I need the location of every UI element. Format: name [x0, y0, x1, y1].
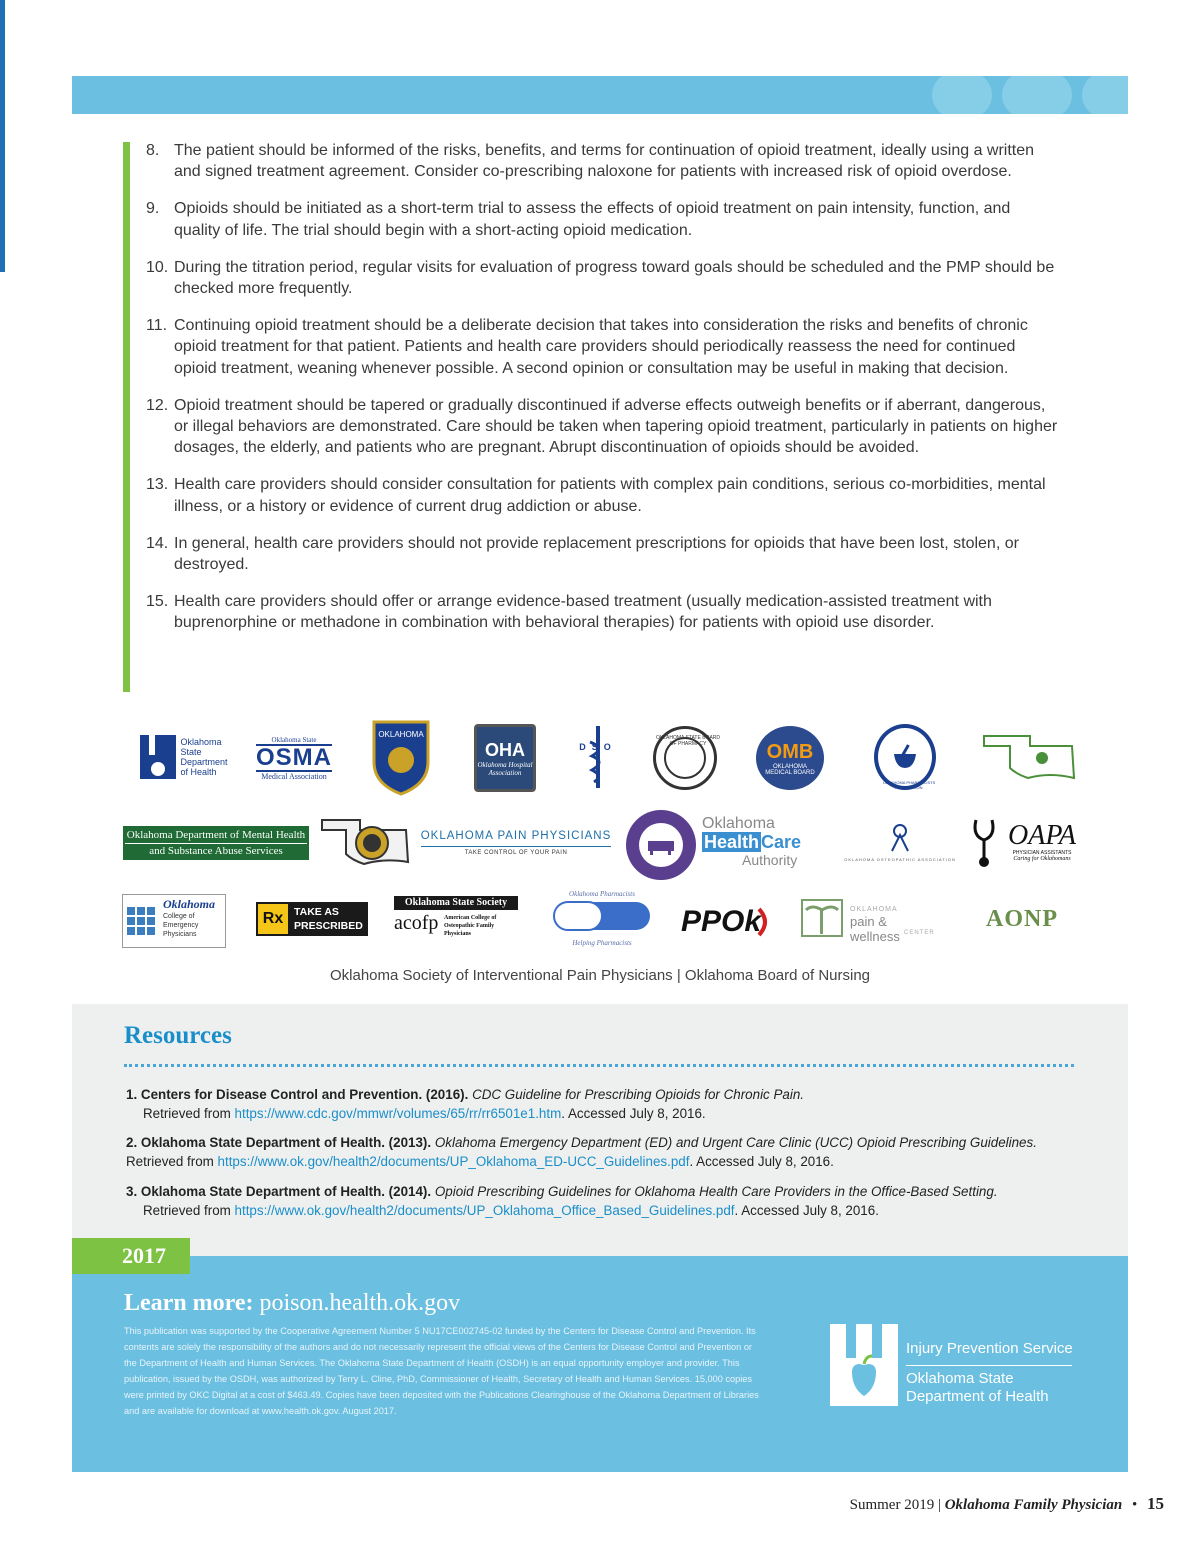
magazine-title: Oklahoma Family Physician — [944, 1497, 1123, 1513]
organizations-caption: Oklahoma Society of Interventional Pain Physicians | Oklahoma Board of Nursing — [330, 967, 870, 984]
osdh-logo — [137, 732, 229, 782]
recommendation-number: 14. — [146, 534, 169, 552]
oklahoma-pain-physicians-logo — [420, 826, 612, 860]
banner-decoration — [1082, 76, 1128, 114]
recommendation-text: Opioid treatment should be tapered or gradually discontinued if adverse effects outweigh benefits or if aberrant, dangerous, or illegal behaviors are demonstrated. Care should be taken when tapering opioid treatment, particularly in patients on higher dosages, the elderly, and patients who are pregnant. Abrupt discontinuation of opioids should be avoided. — [174, 396, 1058, 457]
oklahoma-map-icon — [980, 732, 1080, 784]
obn-badge — [370, 718, 432, 796]
dso-text: DSO — [579, 742, 617, 752]
ocep-text — [163, 897, 223, 939]
recommendation-list — [146, 140, 1058, 650]
grid-icon — [127, 907, 155, 935]
ppok-logo — [676, 900, 776, 944]
recommendation-number: 15. — [146, 593, 169, 611]
palm-tree-icon — [800, 898, 844, 938]
recommendation-item — [146, 315, 1058, 379]
resource-number: 2. — [126, 1135, 138, 1150]
ohca-logo — [702, 816, 832, 868]
recommendation-number: 9. — [146, 200, 160, 218]
recommendation-text: Health care providers should consider consultation for patients with complex pain conditions, serious co-morbidities, mental illness, or a history or evidence of current drug addiction or abuse. — [174, 476, 1046, 515]
recommendation-item — [146, 395, 1058, 459]
osdh-h-icon — [830, 1324, 898, 1406]
osdh-h-icon — [138, 733, 178, 781]
okpp-title: OKLAHOMA PAIN PHYSICIANS — [421, 830, 612, 847]
medical-board-logo — [756, 726, 824, 790]
ppok-swoosh-icon — [757, 907, 771, 937]
recommendation-text: Health care providers should offer or arrange evidence-based treatment (usually medication-assisted treatment with buprenorphine or methadone in combination with behavioral therapies) for patients with opioid use disorder. — [174, 593, 992, 632]
recommendation-item — [146, 198, 1058, 240]
resource-retrieved: Retrieved from — [143, 1202, 231, 1218]
fine-print: This publication was supported by the Cooperative Agreement Number 5 NU17CE002745-02 funded by the Centers for Disease Control and Prevention. Its contents are solely the responsibility of the authors and do not necessarily represent the official views of the Centers for Disease Control and Prevention or the Department of Health and Human Services. The Oklahoma State Department of Health (OSDH) is an equal opportunity employer and provider. This publication, issued by the OSDH, was authorized by Terry L. Cline, PhD, Commissioner of Health, Secretary of Health and Human Services. 15,000 copies were printed by OKC Digital at a cost of $463.49. Copies have been deposited with the Publications Clearinghouse of the Oklahoma Department of Libraries and are available for download at www.health.ok.gov. August 2017. — [124, 1326, 759, 1416]
recommendation-item — [146, 474, 1058, 516]
pharmacy-board-text: OKLAHOMA STATE BOARD OF PHARMACY — [656, 735, 720, 747]
oha-mark: OHA — [485, 739, 525, 760]
ohca-line2 — [702, 832, 832, 852]
footer-separator: | — [937, 1497, 941, 1513]
issue-label: Summer 2019 — [849, 1497, 935, 1513]
oapa-mark: OAPA — [1008, 820, 1076, 851]
ohca-care: Care — [761, 832, 802, 852]
resource-retrieved: Retrieved from — [126, 1153, 214, 1169]
painwell-mid: pain & wellness — [850, 914, 900, 944]
okph-bottom: Helping Pharmacists — [572, 939, 632, 947]
ocep-logo — [122, 894, 226, 948]
pharmacy-board-seal — [653, 726, 720, 790]
painwell-top: OKLAHOMA — [850, 906, 898, 913]
okph-top: Oklahoma Pharmacists — [569, 890, 635, 898]
learn-more-label: Learn more: — [124, 1290, 254, 1316]
osma-logo — [256, 734, 332, 782]
osdh-footer-logo — [830, 1324, 898, 1406]
ips-divider — [906, 1365, 1072, 1366]
acofp-logo — [394, 896, 518, 942]
recommendation-text: Opioids should be initiated as a short-term trial to assess the effects of opioid treatment on pain intensity, function, and quality of life. The trial should begin with a short-acting opioid medication. — [174, 200, 1011, 239]
mortar-pestle-icon — [890, 742, 920, 772]
page-number: 15 — [1147, 1494, 1164, 1513]
recommendation-text: In general, health care providers should not provide replacement prescriptions for opioids that have been lost, stolen, or destroyed. — [174, 534, 1019, 574]
recommendation-item — [146, 591, 1058, 633]
recommendation-text: During the titration period, regular visits for evaluation of progress toward goals should be scheduled and the PMP should be checked more frequently. — [174, 258, 1055, 298]
ips-line2: Oklahoma State — [906, 1370, 1014, 1387]
recommendation-number: 12. — [146, 396, 169, 414]
take-as-prescribed-text: TAKE AS PRESCRIBED — [294, 906, 363, 932]
aonp-logo — [966, 904, 1078, 934]
resource-author: Oklahoma State Department of Health. (2014). — [140, 1184, 432, 1199]
acofp-sub: American College of Osteopathic Family Physicians — [444, 915, 497, 937]
odmhsas-logo — [123, 826, 309, 860]
ohca-health: Health — [704, 832, 760, 852]
resources-title: Resources — [124, 1022, 232, 1049]
year-tab: 2017 — [72, 1238, 190, 1274]
pill-capsule-icon — [548, 898, 656, 934]
banner-decoration — [1002, 76, 1072, 114]
livestock-icon — [646, 835, 676, 855]
resource-number: 1. — [126, 1087, 138, 1102]
resource-link[interactable]: https://www.ok.gov/health2/documents/UP_Oklahoma_Office_Based_Guidelines.pdf — [234, 1202, 735, 1218]
resource-author: Centers for Disease Control and Prevention. (2016). — [140, 1087, 469, 1102]
oapa-text — [1004, 822, 1080, 862]
resource-retrieved: Retrieved from — [143, 1105, 231, 1121]
resource-accessed: . Accessed July 8, 2016. — [734, 1202, 879, 1218]
ppok-mark: PPOk — [680, 905, 762, 938]
left-edge-stripe — [0, 0, 5, 272]
resource-title: Opioid Prescribing Guidelines for Oklahoma Health Care Providers in the Office-Based Setting. — [434, 1184, 998, 1199]
osteopathic-emblem-icon — [886, 823, 914, 853]
recommendation-number: 11. — [146, 317, 168, 335]
ocep-line2: College of Emergency Physicians — [163, 913, 199, 938]
oapa-logo — [970, 810, 1080, 874]
recommendation-item — [146, 140, 1058, 182]
green-accent-bar — [123, 142, 130, 692]
oapa-sub: PHYSICIAN ASSISTANTS — [1012, 850, 1072, 856]
ocep-line1: Oklahoma — [163, 897, 216, 911]
medical-board-sub: OKLAHOMA MEDICAL BOARD — [765, 763, 815, 776]
ohca-line3: Authority — [742, 852, 798, 868]
acofp-mark: acofp — [394, 912, 439, 934]
resource-link[interactable]: https://www.cdc.gov/mmwr/volumes/65/rr/rr6501e1.htm — [234, 1105, 562, 1121]
medical-board-mark: OMB — [766, 740, 814, 763]
okpp-tagline: TAKE CONTROL OF YOUR PAIN — [464, 850, 568, 856]
ooa-text: OKLAHOMA OSTEOPATHIC ASSOCIATION — [844, 856, 956, 862]
oha-sub: Oklahoma Hospital Association — [477, 760, 533, 777]
ohca-line1: Oklahoma — [702, 815, 775, 832]
resource-author: Oklahoma State Department of Health. (2013). — [140, 1135, 432, 1150]
resources-divider — [124, 1064, 1074, 1067]
dso-logo — [578, 722, 618, 792]
seal-inner — [639, 823, 683, 867]
odmhsas-line2: and Substance Abuse Services — [149, 844, 283, 857]
narcotics-seal-logo — [320, 816, 410, 868]
rx-icon: Rx — [258, 904, 288, 934]
oha-logo — [474, 724, 536, 792]
resource-number: 3. — [126, 1184, 138, 1199]
animal-industry-seal — [626, 810, 696, 880]
oklahoma-seal-icon — [320, 816, 410, 868]
oklahoma-pharmacists-logo — [548, 890, 656, 948]
ips-dept — [906, 1370, 1106, 1406]
recommendation-item — [146, 257, 1058, 299]
top-banner — [72, 76, 1128, 114]
recommendation-text: Continuing opioid treatment should be a deliberate decision that takes into consideration the risks and benefits of chronic opioid treatment for that patient. Patients and health care providers should periodically reassess the need for continued opioid treatment, weaning whenever possible. A second opinion or consultation may be useful in making that decision. — [174, 317, 1028, 377]
osteopathic-association-logo — [834, 818, 966, 866]
resource-title: CDC Guideline for Prescribing Opioids for Chronic Pain. — [472, 1087, 804, 1102]
pharmacists-association-logo — [874, 724, 936, 790]
oapa-tagline: Caring for Oklahomans — [1013, 856, 1071, 862]
resource-title: Oklahoma Emergency Department (ED) and Urgent Care Clinic (UCC) Opioid Prescribing Guidelines. — [434, 1135, 1037, 1150]
pharmacists-association-text: OKLAHOMA PHARMACISTS ASSOCIATION — [882, 780, 936, 790]
take-as-prescribed-logo — [256, 902, 368, 936]
resource-accessed: . Accessed July 8, 2016. — [561, 1105, 706, 1121]
learn-more-url[interactable]: poison.health.ok.gov — [259, 1290, 461, 1316]
recommendation-number: 10. — [146, 258, 169, 276]
footer-bullet: • — [1131, 1497, 1138, 1513]
acofp-title: Oklahoma State Society — [394, 896, 518, 910]
pain-wellness-logo — [800, 898, 940, 944]
aonp-mark: AONP — [986, 905, 1058, 932]
osma-mark: OSMA — [256, 743, 332, 771]
resource-item — [126, 1134, 1086, 1171]
resource-link[interactable]: https://www.ok.gov/health2/documents/UP_Oklahoma_ED-UCC_Guidelines.pdf — [217, 1153, 690, 1169]
recommendation-item — [146, 533, 1058, 575]
caduceus-icon — [578, 722, 618, 792]
page-footer — [850, 1494, 1164, 1514]
recommendation-text: The patient should be informed of the risks, benefits, and terms for continuation of opioid treatment, ideally using a written and signed treatment agreement. Consider co-prescribing naloxone for patients with increased risk of opioid overdose. — [174, 142, 1035, 181]
osdh-logo-text: Oklahoma State Department of Health — [180, 737, 228, 777]
oklahoma-state-outline-logo — [980, 732, 1080, 784]
resource-accessed: . Accessed July 8, 2016. — [689, 1153, 834, 1169]
ips-title: Injury Prevention Service — [906, 1340, 1073, 1357]
resource-item — [126, 1183, 1086, 1220]
obn-text: OKLAHOMA — [378, 730, 424, 739]
osma-top-text: Oklahoma State — [271, 735, 317, 744]
ips-line3: Department of Health — [906, 1388, 1049, 1405]
recommendation-number: 8. — [146, 142, 160, 159]
learn-more — [124, 1290, 460, 1317]
odmhsas-line1: Oklahoma Department of Mental Health — [125, 828, 307, 844]
resource-item — [126, 1086, 1086, 1123]
recommendation-number: 13. — [146, 476, 169, 494]
painwell-bottom: CENTER — [904, 930, 935, 936]
osma-bottom-text: Medical Association — [261, 771, 327, 781]
banner-decoration — [932, 76, 992, 114]
